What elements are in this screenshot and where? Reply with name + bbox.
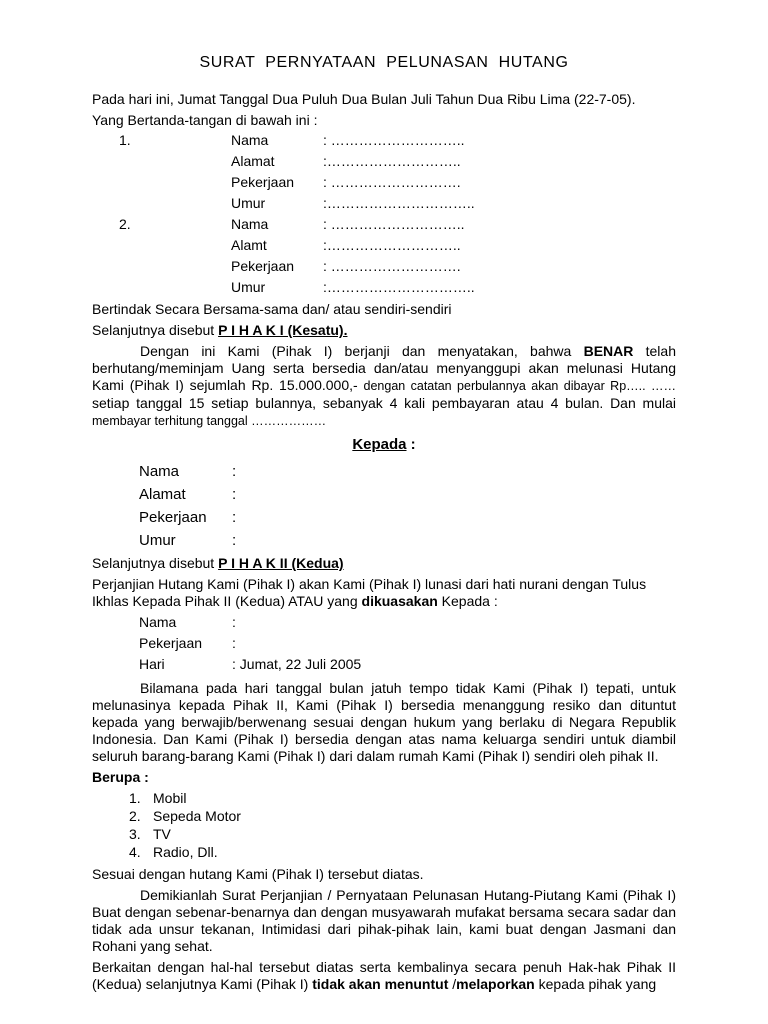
- field-value: :…………………………..: [323, 195, 475, 211]
- field-label: Pekerjaan: [139, 509, 207, 526]
- field-label: Pekerjaan: [231, 174, 295, 190]
- field-value: : Jumat, 22 Juli 2005: [232, 656, 362, 672]
- kepada-label: Kepada: [352, 436, 407, 453]
- signer-1-block: [92, 132, 676, 216]
- signer-2-block: [92, 216, 676, 300]
- field-label: Pekerjaan: [231, 258, 295, 274]
- statement-text-2: telah berhutang/meminjam Uang serta bersedia dan/atau menyanggupi akan melunasi Hutang Kami (Pihak I) sejumlah Rp. 15.000.000,-: [92, 343, 676, 393]
- authorized-field-row: [92, 635, 676, 656]
- field-label: Alamat: [231, 153, 275, 169]
- default-clause-paragraph: Bilamana pada hari tanggal bulan jatuh tempo tidak Kami (Pihak I) tepati, untuk melunasinya kepada Pihak II, Kami (Pihak I) bersedia menanggung resiko dan dituntut kepada yang berwajib/berwenang sesuai dengan hukum yang berlaku di Negara Republik Indonesia. Dan Kami (Pihak I) bersedia dengan atas nama keluarga sendiri untuk diambil seluruh barang-barang Kami (Pihak I) dari dalam rumah Kami (Pihak I) sendiri oleh pihak II.: [92, 680, 676, 764]
- final-bold-2: melaporkan: [456, 976, 535, 992]
- signer-field-row: [92, 195, 676, 216]
- statement-paragraph: [92, 343, 676, 430]
- document-title: SURAT PERNYATAAN PELUNASAN HUTANG: [199, 54, 569, 71]
- signer-field-row: [92, 279, 676, 300]
- list-item: [92, 790, 676, 808]
- field-label: Alamt: [231, 237, 267, 253]
- intro-date-line: Pada hari ini, Jumat Tanggal Dua Puluh Dua Bulan Juli Tahun Dua Ribu Lima (22-7-05).: [92, 91, 636, 107]
- kepada-colon: :: [406, 436, 416, 453]
- list-item-number: 3.: [129, 826, 141, 842]
- list-item-label: Sepeda Motor: [153, 808, 241, 824]
- field-label: Umur: [139, 532, 176, 549]
- list-item: [92, 826, 676, 844]
- final-text-3: kepada pihak yang: [534, 976, 657, 992]
- list-item: [92, 844, 676, 862]
- list-item-number: 2.: [129, 808, 141, 824]
- list-item-number: 1.: [129, 790, 141, 806]
- list-item-label: TV: [153, 826, 171, 842]
- final-bold-1: tidak akan menuntut: [312, 976, 449, 992]
- field-value: : ………………………..: [323, 132, 465, 148]
- field-value: :: [232, 509, 237, 526]
- authorized-field-row: [92, 656, 676, 677]
- field-value: :: [232, 635, 236, 651]
- collateral-list: [92, 790, 676, 862]
- signer-field-row: [92, 216, 676, 237]
- authorized-block: [92, 614, 676, 677]
- signer-field-row: [92, 153, 676, 174]
- recipient-field-row: [92, 486, 676, 509]
- list-item-label: Radio, Dll.: [153, 844, 218, 860]
- final-text-2: /: [448, 976, 457, 992]
- berupa-heading: Berupa :: [92, 769, 149, 785]
- statement-text-1: Dengan ini Kami (Pihak I) berjanji dan menyatakan, bahwa: [140, 343, 584, 359]
- signer-field-row: [92, 132, 676, 153]
- field-label: Pekerjaan: [139, 635, 203, 651]
- field-value: :………………………..: [323, 153, 461, 169]
- recipient-field-row: [92, 509, 676, 532]
- party-1-name: P I H A K I (Kesatu).: [218, 322, 348, 338]
- signer-field-row: [92, 258, 676, 279]
- field-label: Hari: [139, 656, 165, 672]
- field-value: :: [232, 486, 237, 503]
- field-label: Nama: [139, 614, 177, 630]
- signer-field-row: [92, 237, 676, 258]
- acting-line: Bertindak Secara Bersama-sama dan/ atau sendiri-sendiri: [92, 301, 452, 317]
- agreement-dikuasakan: dikuasakan: [361, 593, 438, 609]
- recipient-field-row: [92, 463, 676, 486]
- field-value: :: [232, 614, 236, 630]
- intro-signers-line: Yang Bertanda-tangan di bawah ini :: [92, 112, 318, 128]
- field-value: : ……………………….: [323, 258, 461, 274]
- agreement-paragraph: [92, 576, 676, 610]
- final-paragraph: [92, 959, 676, 993]
- agreement-text-1: Perjanjian Hutang Kami (Pihak I) akan Kami (Pihak I) lunasi dari hati nurani dengan Tulus Ikhlas Kepada Pihak II (Kedua) ATAU yang: [92, 576, 647, 609]
- signer-field-row: [92, 174, 676, 195]
- signer-number: 2.: [119, 216, 131, 232]
- statement-benar: BENAR: [583, 343, 634, 359]
- agreement-text-2: Kepada :: [437, 593, 498, 609]
- list-item-label: Mobil: [153, 790, 187, 806]
- closing-paragraph: Demikianlah Surat Perjanjian / Pernyataan Pelunasan Hutang-Piutang Kami (Pihak I) Buat dengan sebenar-benarnya dan dengan musyawarah mufakat bersama secara sadar dan tidak ada unsur tekanan, Intimidasi dari pihak-pihak lain, kami buat dengan Jasmani dan Rohani yang sehat.: [92, 887, 676, 954]
- final-text-1: Berkaitan dengan hal-hal tersebut diatas serta kembalinya secara penuh Hak-hak Pihak II (Kedua) selanjutnya Kami (Pihak I): [92, 959, 676, 992]
- statement-small-1: dengan catatan perbulannya akan dibayar Rp….. ……: [363, 379, 677, 393]
- statement-small-2: membayar terhitung tanggal ………………: [92, 414, 327, 428]
- field-label: Umur: [231, 279, 266, 295]
- recipient-block: [92, 463, 676, 555]
- field-value: :: [232, 532, 237, 549]
- field-label: Alamat: [139, 486, 186, 503]
- field-label: Nama: [231, 132, 269, 148]
- field-label: Nama: [139, 463, 180, 480]
- recipient-field-row: [92, 532, 676, 555]
- signer-number: 1.: [119, 132, 131, 148]
- list-item-number: 4.: [129, 844, 141, 860]
- party-1-line: [92, 322, 676, 339]
- field-value: :: [232, 463, 237, 480]
- field-label: Umur: [231, 195, 266, 211]
- authorized-field-row: [92, 614, 676, 635]
- field-value: : ……………………….: [323, 174, 461, 190]
- party-2-name: P I H A K II (Kedua): [218, 555, 344, 571]
- field-value: : ………………………..: [323, 216, 465, 232]
- kepada-heading: [92, 436, 676, 453]
- per-debt-line: Sesuai dengan hutang Kami (Pihak I) tersebut diatas.: [92, 866, 424, 882]
- field-label: Nama: [231, 216, 269, 232]
- list-item: [92, 808, 676, 826]
- party-1-prefix: Selanjutnya disebut: [92, 322, 219, 338]
- field-value: :………………………..: [323, 237, 461, 253]
- statement-text-3: setiap tanggal 15 setiap bulannya, sebanyak 4 kali pembayaran atau 4 bulan. Dan mulai: [92, 395, 676, 411]
- party-2-prefix: Selanjutnya disebut: [92, 555, 219, 571]
- party-2-line: [92, 555, 676, 572]
- field-value: :…………………………..: [323, 279, 475, 295]
